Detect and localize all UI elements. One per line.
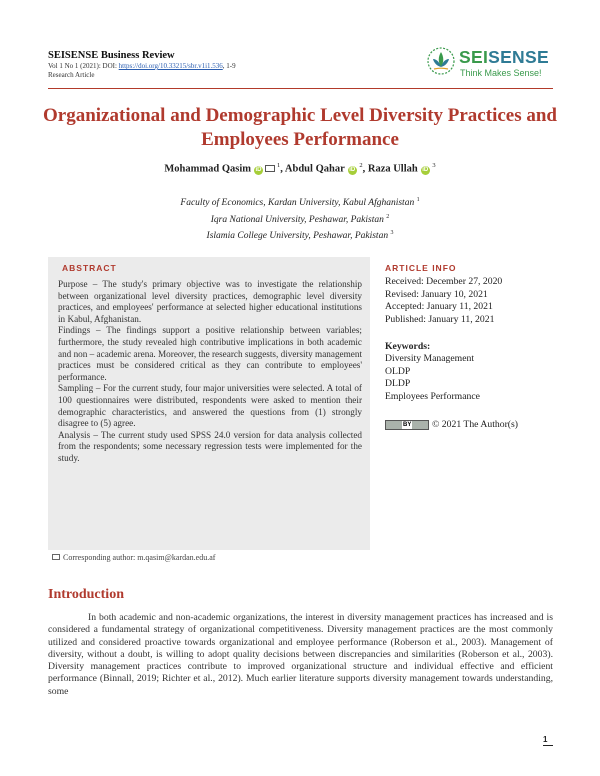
affiliations (40, 194, 560, 244)
affiliation-item: Iqra National University, Peshawar, Pakistan $^2$ (210, 213, 390, 225)
header-divider (48, 88, 553, 89)
author-name: Raza Ullah (367, 163, 418, 175)
author-sup: 3 (432, 162, 436, 169)
affiliation-item: Islamia College University, Peshawar, Pakistan $^3$ (206, 230, 394, 242)
author-sup: 2 (359, 162, 363, 169)
abstract-body (58, 279, 362, 465)
corresponding-author: Corresponding author: m.qasim@kardan.edu.af (52, 553, 215, 562)
keywords-list (385, 353, 480, 403)
title-line-2: Employees Performance (201, 129, 399, 150)
article-info-dates (385, 276, 502, 326)
volume-info: Vol 1 No 1 (2021): DOI: (48, 62, 119, 70)
received-date: Received: December 27, 2020 (385, 276, 503, 287)
journal-logo (426, 46, 556, 80)
revised-date: Revised: January 10, 2021 (385, 288, 488, 300)
author-list: Mohammad Qasim $iD^1$, Abdul Qahar iD $^2$, Raza Ullah iD $^3$ (164, 162, 436, 175)
page-number: 1 (543, 735, 548, 744)
introduction-heading: Introduction (48, 587, 124, 602)
doi-link[interactable]: https://doi.org/10.33215/sbr.v1i1.536 (118, 62, 223, 70)
accepted-date: Accepted: January 11, 2021 (385, 301, 493, 313)
orcid-icon[interactable]: iD (422, 166, 429, 173)
keyword-item: OLDP (385, 365, 411, 377)
journal-meta (48, 62, 236, 70)
journal-name: SEISENSE Business Review (48, 50, 175, 61)
license-line (385, 419, 518, 430)
abstract-box (48, 257, 370, 550)
affiliation-item: Faculty of Economics, Kardan University, Kabul Afghanistan $^1$ (180, 197, 420, 209)
logo-wordmark: SEISENSE (459, 47, 549, 67)
abstract-heading: ABSTRACT (62, 263, 117, 273)
page-range: , 1-9 (222, 62, 236, 70)
abstract-paragraph: Findings – The findings support a positive relationship between variables; furthermore, the study revealed high contributive implications in both academic and non – academic arena. Moreover, the research suggests, diversity management practices must be considered critical as they can contribute to employees' performance. (58, 325, 362, 382)
article-info-heading: ARTICLE INFO (385, 263, 457, 273)
introduction-body: In both academic and non-academic organizations, the interest in diversity management practices has increased and is considered a fundamental strategy of organizational competitiveness. Diversity management practices are the most commonly utilized and considered proactive towards organizational and employee performance (Roberson et al., 2003). Management of diversity, without a doubt, is willing to adopt quality decisions between discrepancies and similarities (Roberson et al., 2003). Diversity management practices contribute to improved organizational structure and individual effective and efficient performance (Binnall, 2019; Richter et al., 2012). Much earlier literature supports diversity management towards understanding, some (48, 612, 553, 697)
keyword-item: Employees Performance (385, 390, 480, 402)
page-number-rule (543, 745, 553, 746)
keywords-heading: Keywords: (385, 341, 431, 352)
abstract-paragraph: Analysis – The current study used SPSS 24.0 version for data analysis collected from the respondents; some necessary regression tests were implemented for the study. (58, 429, 362, 463)
orcid-icon[interactable]: iD (255, 166, 262, 173)
keyword-item: Diversity Management (385, 353, 475, 364)
mail-icon (52, 554, 60, 560)
keyword-item: DLDP (385, 378, 411, 390)
logo-tagline: Think Makes Sense! (460, 68, 542, 78)
copyright-text: © 2021 The Author(s) (432, 419, 519, 430)
title-line-1: Organizational and Demographic Level Diversity Practices and (43, 105, 557, 126)
mail-icon[interactable] (265, 165, 275, 172)
paper-title (40, 104, 560, 152)
author-name: Abdul Qahar (284, 163, 345, 175)
abstract-paragraph: Sampling – For the current study, four major universities were selected. A total of 100 questionnaires were distributed, respondents were asked to mention their demographic characteristics, and answered the questions from (1) strongly disagree to (5) agree. (58, 383, 362, 429)
lotus-icon (426, 46, 456, 76)
cc-by-icon[interactable]: BY (385, 420, 429, 430)
orcid-icon[interactable]: iD (349, 166, 356, 173)
published-date: Published: January 11, 2021 (385, 313, 495, 325)
abstract-paragraph: Purpose – The study's primary objective was to investigate the relationship between organizational level diversity practices, demographic level diversity practices, and employees' performance at selected higher educational institutions in Kabul, Afghanistan. (58, 279, 362, 324)
author-name: Mohammad Qasim (164, 163, 251, 175)
author-sup: 1 (277, 162, 281, 169)
article-type: Research Article (48, 71, 95, 79)
